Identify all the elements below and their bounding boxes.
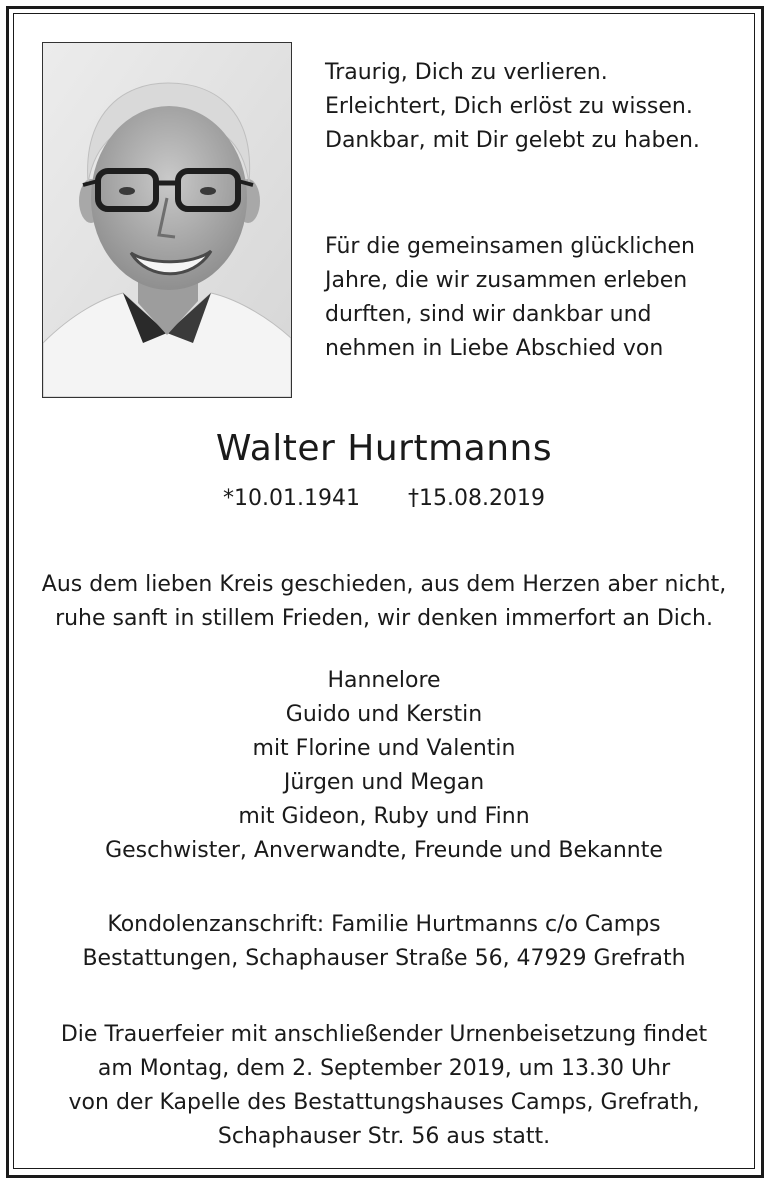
portrait-illustration bbox=[43, 43, 291, 397]
life-dates bbox=[0, 486, 768, 511]
portrait-photo bbox=[42, 42, 292, 398]
mourners-list: Hannelore Guido und Kerstin mit Florine und Valentin Jürgen und Megan mit Gideon, Ruby und Finn Geschwister, Anverwandte, Freunde und Bekannte bbox=[105, 668, 663, 863]
deceased-name: Walter Hurtmanns bbox=[215, 428, 553, 469]
opening-verse: Traurig, Dich zu verlieren. Erleichtert, Dich erlöst zu wissen. Dankbar, mit Dir gelebt zu haben. bbox=[325, 60, 700, 153]
farewell-verse: Für die gemeinsamen glücklichen Jahre, die wir zusammen erleben durften, sind wir dankbar und nehmen in Liebe Abschied von bbox=[325, 234, 696, 361]
service-notice: Die Trauerfeier mit anschließender Urnenbeisetzung findet am Montag, dem 2. September 2019, um 13.30 Uhr von der Kapelle des Bestattungshauses Camps, Grefrath, Schaphauser Str. 56 aus statt. bbox=[60, 1022, 708, 1149]
birth-date: *10.01.1941 bbox=[223, 486, 360, 511]
condolence-address: Kondolenzanschrift: Familie Hurtmanns c/o Camps Bestattungen, Schaphauser Straße 56, 47929 Grefrath bbox=[82, 912, 686, 971]
death-date: †15.08.2019 bbox=[408, 486, 545, 511]
memorial-quote: Aus dem lieben Kreis geschieden, aus dem Herzen aber nicht, ruhe sanft in stillem Frieden, wir denken immerfort an Dich. bbox=[41, 572, 727, 631]
